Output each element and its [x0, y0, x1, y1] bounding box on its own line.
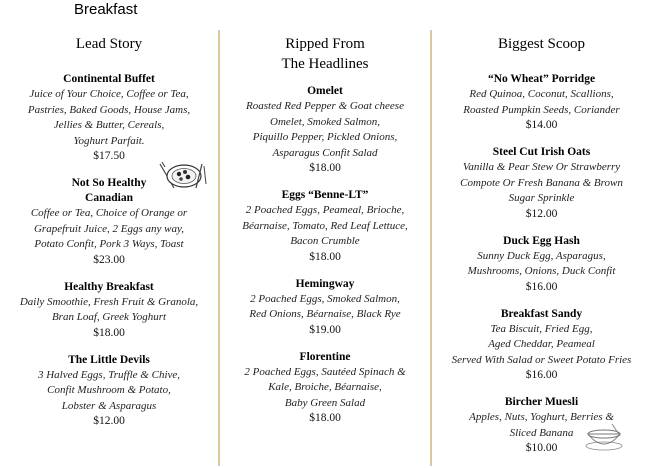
item-name: Continental Buffet: [63, 73, 155, 85]
item-description: 2 Poached Eggs, Smoked Salmon, Red Onions, Béarnaise, Black Rye: [249, 292, 401, 320]
menu-item: [222, 84, 428, 176]
menu-item: [433, 145, 650, 222]
item-name: Duck Egg Hash: [503, 234, 580, 247]
item-price: $16.00: [525, 369, 558, 381]
item-description: Vanilla & Pear Stew Or Strawberry Compote Or Fresh Banana & Brown Sugar Sprinkle: [460, 161, 623, 204]
item-description: Coffee or Tea, Choice of Orange or Grapefruit Juice, 2 Eggs any way, Potato Confit, Pork 3 Ways, Toast: [30, 207, 188, 250]
menu-column-lead-story: [0, 34, 218, 441]
column-divider: [218, 30, 220, 466]
column-title: Lead Story: [75, 36, 143, 52]
menu-column-headlines: [222, 34, 428, 438]
item-price: $18.00: [93, 326, 125, 339]
item-name: Bircher Muesli: [504, 396, 579, 408]
item-description: Red Quinoa, Coconut, Scallions, Roasted Pumpkin Seeds, Coriander: [463, 88, 620, 116]
column-title: Biggest Scoop: [497, 36, 586, 52]
menu-column-biggest-scoop: [433, 34, 650, 468]
item-price: $18.00: [309, 250, 341, 263]
column-title: Ripped From The Headlines: [281, 36, 369, 72]
item-name: Omelet: [307, 85, 343, 97]
menu-item: [0, 353, 218, 430]
column-divider: [430, 30, 432, 466]
item-price: $23.00: [93, 253, 125, 266]
menu-item: [222, 277, 428, 338]
item-name: Breakfast Sandy: [500, 307, 583, 320]
item-price: $16.00: [525, 280, 558, 293]
bowl-icon: [582, 420, 626, 452]
page-title: Breakfast: [74, 1, 138, 18]
menu-item: [433, 72, 650, 133]
item-name: Hemingway: [295, 277, 355, 290]
item-name: Healthy Breakfast: [64, 280, 154, 293]
menu-item: [222, 350, 428, 427]
item-description: Juice of Your Choice, Coffee or Tea, Pastries, Baked Goods, House Jams, Jellies & Butter, Cereals, Yoghurt Parfait.: [27, 88, 191, 147]
item-price: $10.00: [525, 442, 558, 454]
item-description: Apples, Nuts, Yoghurt, Berries & Sliced Banana: [469, 411, 614, 439]
item-price: $18.00: [309, 162, 341, 174]
item-price: $18.00: [309, 412, 341, 424]
item-name: The Little Devils: [68, 353, 150, 366]
item-description: Sunny Duck Egg, Asparagus, Mushrooms, Onions, Duck Confit: [467, 249, 616, 277]
item-name: Florentine: [299, 350, 351, 363]
item-name: Not So Healthy Canadian: [71, 177, 147, 204]
item-description: 3 Halved Eggs, Truffle & Chive, Confit Mushroom & Potato, Lobster & Asparagus: [37, 368, 181, 412]
item-description: Tea Biscuit, Fried Egg, Aged Cheddar, Peameal Served With Salad or Sweet Potato Fries: [451, 322, 632, 366]
plate-with-cutlery-icon: [158, 156, 208, 192]
menu-item: [0, 72, 218, 164]
menu-item: [222, 188, 428, 265]
item-description: Roasted Red Pepper & Goat cheese Omelet, Smoked Salmon, Piquillo Pepper, Pickled Onions, Asparagus Confit Salad: [246, 100, 404, 159]
item-price: $19.00: [309, 323, 341, 336]
menu-item: [433, 307, 650, 384]
item-price: $12.00: [525, 207, 558, 220]
item-name: Steel Cut Irish Oats: [492, 146, 591, 158]
item-price: $12.00: [93, 415, 125, 427]
item-description: 2 Poached Eggs, Peameal, Brioche, Béarnaise, Tomato, Red Leaf Lettuce, Bacon Crumble: [242, 204, 408, 247]
item-name: “No Wheat” Porridge: [487, 73, 596, 85]
menu-item: [0, 280, 218, 341]
item-description: 2 Poached Eggs, Sautéed Spinach & Kale, Broiche, Béarnaise, Baby Green Salad: [244, 365, 406, 409]
menu-item: [433, 234, 650, 295]
item-price: $17.50: [93, 150, 125, 162]
item-name: Eggs “Benne-LT”: [281, 189, 369, 201]
item-price: $14.00: [525, 119, 558, 131]
item-description: Daily Smoothie, Fresh Fruit & Granola, Bran Loaf, Greek Yoghurt: [19, 295, 199, 323]
